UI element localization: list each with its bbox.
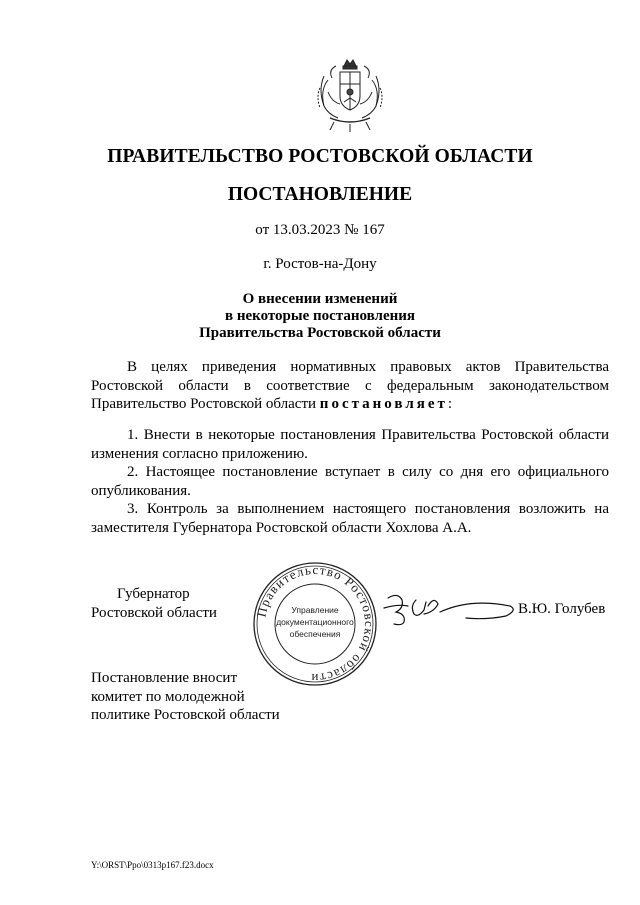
preamble-keyword: постановляет xyxy=(319,396,448,412)
signatory-title xyxy=(91,585,251,622)
preamble-end: : xyxy=(447,396,453,412)
resolution-item: 2. Настоящее постановление вступает в силу со дня его официального опубликования. xyxy=(91,464,609,499)
file-path: Y:\ORST\Ppo\0313p167.f23.docx xyxy=(91,860,214,870)
signatory-title-line: Ростовской области xyxy=(91,604,217,621)
coat-of-arms-icon xyxy=(310,58,390,134)
handwritten-signature xyxy=(380,584,520,628)
resolution-items xyxy=(91,426,609,537)
stamp-inner-line: обеспечения xyxy=(289,629,341,639)
subject-line: в некоторые постановления xyxy=(224,308,416,324)
subject-line: О внесении изменений xyxy=(242,291,398,307)
signatory-name: В.Ю. Голубев xyxy=(518,601,606,617)
resolution-item: 1. Внести в некоторые постановления Правительства Ростовской области изменения согласно приложению. xyxy=(91,427,609,462)
government-title: ПРАВИТЕЛЬСТВО РОСТОВСКОЙ ОБЛАСТИ xyxy=(107,146,533,167)
document-type: ПОСТАНОВЛЕНИЕ xyxy=(227,184,413,205)
stamp-inner-line: документационного xyxy=(276,617,354,627)
stamp-ring-text: Правительство Ростовской области xyxy=(253,561,378,687)
submitter-line: комитет по молодежной xyxy=(91,688,245,705)
submitter-note xyxy=(91,669,311,725)
document-date-number: от 13.03.2023 № 167 xyxy=(255,222,385,238)
submitter-line: Постановление вносит xyxy=(91,670,238,686)
document-city: г. Ростов-на-Дону xyxy=(263,256,377,272)
stamp-inner-line: Управление xyxy=(291,605,339,615)
submitter-line: политике Ростовской области xyxy=(91,707,280,723)
resolution-item: 3. Контроль за выполнением настоящего постановления возложить на заместителя Губернатора Ростовской области Хохлова А.А. xyxy=(91,501,609,536)
preamble-paragraph xyxy=(91,358,609,414)
preamble-text: В целях приведения нормативных правовых актов Правительства Ростовской области в соответствие с федеральным законодательством Правительство Ростовской области xyxy=(91,359,609,412)
subject-line: Правительства Ростовской области xyxy=(199,325,441,341)
signatory-title-line: Губернатор xyxy=(117,586,190,602)
document-subject xyxy=(0,291,640,342)
